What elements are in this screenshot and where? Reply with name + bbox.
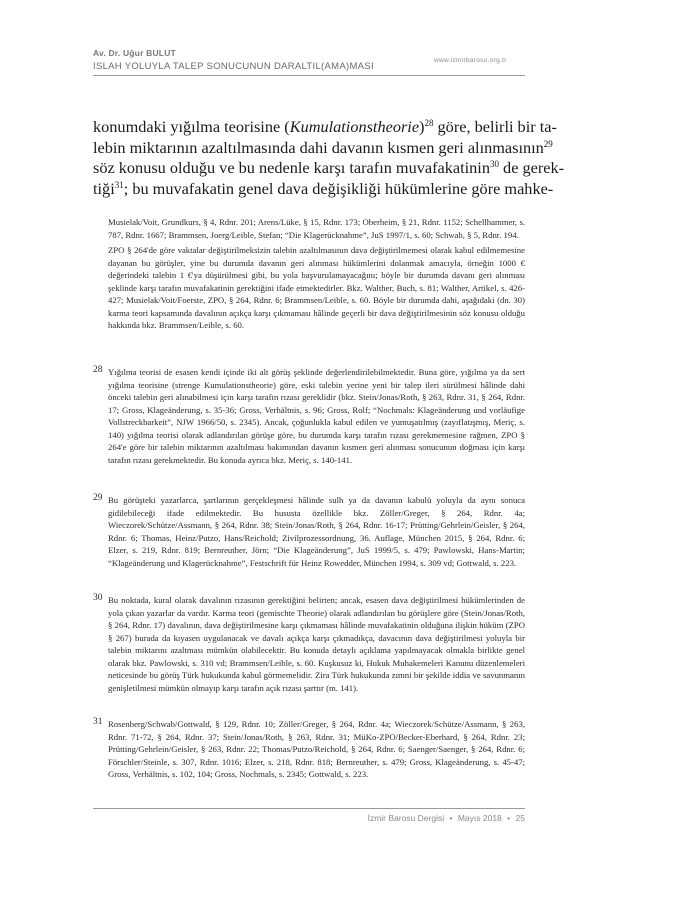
body-line: konumdaki yığılma teorisine (Kumulationstheorie)$^{28}$ göre, belirli bir ta- <box>93 117 557 136</box>
footnote-text: Yığılma teorisi de esasen kendi içinde iki alt görüş şeklinde değerlendirilebilmektedir. Buna göre, yığılma ya da sert yığılma teorisine (strenge Kumulationstheorie) göre, eski talebin yerine yeni bir talep ileri sürülmesi hâlinde dahi önceki talebin geri alınabilmesi için karşı tarafın rızası gereklidir (bkz. Stein/Jonas/Roth, § 263, Rdnr. 31, § 264, Rdnr. 17; Gross, Klageänderung, s. 35-36; Gross, Verhältnis, s. 96; Gross, Rolf; “Nochmals: Klageänderung und vorläufige Vollstreckbarkeit”, NJW 1966/50, s. 2345). Ancak, çoğunlukla kabul edilen ve yumuşatılmış (zayıflatışmış, Meriç, s. 140) yığılma teorisi olarak adlandırılan görüşe göre, bu durumda karşı tarafın rızası gerekmemesine rağmen, ZPO § 264'e göre bir talebin miktarının azaltılması bakımından davanın kısmen geri alınması sonucunun doğması için karşı tarafın rızası gerekmektedir. Bu konuda ayrıca bkz. Meriç, s. 140-141. <box>108 367 525 465</box>
website-link[interactable]: www.izmirbarosu.org.tr <box>434 57 507 64</box>
body-line: tiği$^{31}$; bu muvafakatin genel dava değişikliği hükümlerine göre mahke- <box>93 178 554 198</box>
footnote-text: Bu görüşteki yazarlarca, şartlarının gerçekleşmesi hâlinde sulh ya da davanın kabulü yoluyla da aynı sonuca gidilebileceği ifade edilmektedir. Bu hususta özellikle bkz. Zöller/Greger, § 264, Rdnr. 4a; Wieczorek/Schütze/Assmann, § 264, Rdnr. 38; Stein/Jonas/Roth, § 264, Rdnr. 16-17; Prütting/Gehrlein/Geisler, § 264, Rdnr. 6; Thomas, Heinz/Putzo, Hans/Reichold; Zivilprozessordnung, 36. Auflage, München 2015, § 264, Rdnr. 6; Elzer, s. 219, Rdnr. 819; Bernreuther, Jörn; “Die Klageänderung”, JuS 1999/5, s. 479; Pawlowski, Hans-Martin; “Klageänderung und Klagerücknahme”, Festschrift für Heinz Rowedder, München 1994, s. 309 vd; Gottwald, s. 223. <box>108 495 525 568</box>
separator: • <box>507 813 511 823</box>
body-text <box>93 117 565 199</box>
issue-date: Mayıs 2018 <box>457 813 502 823</box>
footnote-number: 28 <box>93 365 103 375</box>
article-title: ISLAH YOLUYLA TALEP SONUCUNUN DARALTIL(AMA)MASI <box>93 61 374 72</box>
footnote-number: 31 <box>93 717 103 727</box>
author-name: Av. Dr. Uğur BULUT <box>93 48 176 58</box>
body-line: söz konusu olduğu ve bu nedenle karşı tarafın muvafakatinin$^{30}$ de gerek- <box>93 158 565 177</box>
footnote-continuation <box>108 216 525 335</box>
footer-divider <box>93 808 525 809</box>
footnote-number: 29 <box>93 493 103 503</box>
footnote-paragraph: Musielak/Voit, Grundkurs, § 4, Rdnr. 201; Arens/Lüke, § 15, Rdnr. 173; Oberheim, § 21, Rdnr. 1152; Schellhammer, s. 787, Rdnr. 1667; Brammsen, Joerg/Leible, Stefan; “Die Klagerücknahme”, JuS 1997/1, s. 60; Schwab, § 5, Rdnr. 194. <box>108 217 525 240</box>
footnote-text: Rosenberg/Schwab/Gottwald, § 129, Rdnr. 10; Zöller/Greger, § 264, Rdnr. 4a; Wieczorek/Schütze/Assmann, § 263, Rdnr. 71-72, § 264, Rdnr. 37; Stein/Jonas/Roth, § 263, Rdnr. 31; MüKo-ZPO/Becker-Eberhard, § 264, Rdnr. 23; Prütting/Gehrlein/Geisler, § 263, Rdnr. 22; Thomas/Putzo/Reichold, § 264, Rdnr. 6; Saenger/Saenger, § 264, Rdnr. 6; Förschler/Steinle, s. 307, Rdnr. 1016; Elzer, s. 218, Rdnr. 818; Bernreuther, s. 479; Gross, Klageänderung, s. 45-47; Gross, Verhältnis, s. 102, 104; Gross, Nochmals, s. 2345; Gottwald, s. 223. <box>108 719 525 779</box>
footnote-ref[interactable]: 30 <box>489 159 499 169</box>
running-footer <box>368 813 525 823</box>
separator: • <box>449 813 453 823</box>
footnote-ref[interactable]: 28 <box>424 118 434 128</box>
header-divider <box>93 75 525 76</box>
footnote-paragraph: ZPO § 264'de göre vaktalar değiştirilmeksizin talebin azaltılmasının dava değiştirilmemesi olarak kabul edilmemesine dayanan bu görüşler, yine bu durumda davanın geri alınması hükümlerini dolanmak amacıyla, örneğin 1000 € değerindeki talebin 1 €'ya düşürülmesi gibi, bu yola başvurulamayacağını; böyle bir durumda davanı geri alınması şeklinde karşı tarafın muvafakatinin gerektiğini ifade etmektedirler. Bkz. Walther, Buch, s. 81; Walther, Artikel, s. 426-427; Musielak/Voit/Foerste, ZPO, § 264, Rdnr. 6; Brammsen/Leible, s. 60. Böyle bir durumda dahi, aşağıdaki (dn. 30) karma teori kapsamında davalının açıkça karşı çıkmaması hâlinde geçerli bir dava değiştirilmesinin söz konusu olduğu hakkında bkz. Brammsen/Leible, s. 60. <box>108 245 525 330</box>
body-line: lebin miktarının azaltılmasında dahi davanın kısmen geri alınmasının$^{29}$ <box>93 137 553 157</box>
footnote-text: Bu noktada, kural olarak davalının rızasının gerektiğini belirten; ancak, esasen dava değiştirilmesi hükümlerinden de yola çıkan yazarlar da vardır. Karma teori (gemischte Theorie) olarak adlandırılan bu görüşlere göre (Stein/Jonas/Roth, § 264, Rdnr. 17) davalının, dava değiştirilmesine karşı çıkmaması hâlinde muvafakatinin olduğuna ilişkin hüküm (ZPO § 267) burada da kıyasen uygulanacak ve davalı açıkça karşı çıkmadıkça, davacının dava değiştirilmesi yoluyla bir talebin miktarını azaltması mümkün olabilecektir. Bu konuda detaylı açıklama yapılmayacak olmakla birlikte genel olarak bkz. Pawlowski, s. 310 vd; Brammsen/Leible, s. 60. Kuşkusuz ki, Hukuk Muhakemeleri Kanunu düzenlemeleri neticesinde bu görüş Türk hukukunda kabul görmemelidir. Zira Türk hukukunda zımni bir şekilde iddia ve savunmanın genişletilmesi mümkün olmayıp karşı tarafın açık rızası şarttır (m. 141). <box>108 595 525 693</box>
footnote-ref[interactable]: 29 <box>543 138 553 149</box>
journal-name: İzmir Barosu Dergisi <box>367 813 445 823</box>
footnote-number: 30 <box>93 593 103 603</box>
footnote-ref[interactable]: 31 <box>114 179 124 190</box>
page-number: 25 <box>515 813 525 823</box>
